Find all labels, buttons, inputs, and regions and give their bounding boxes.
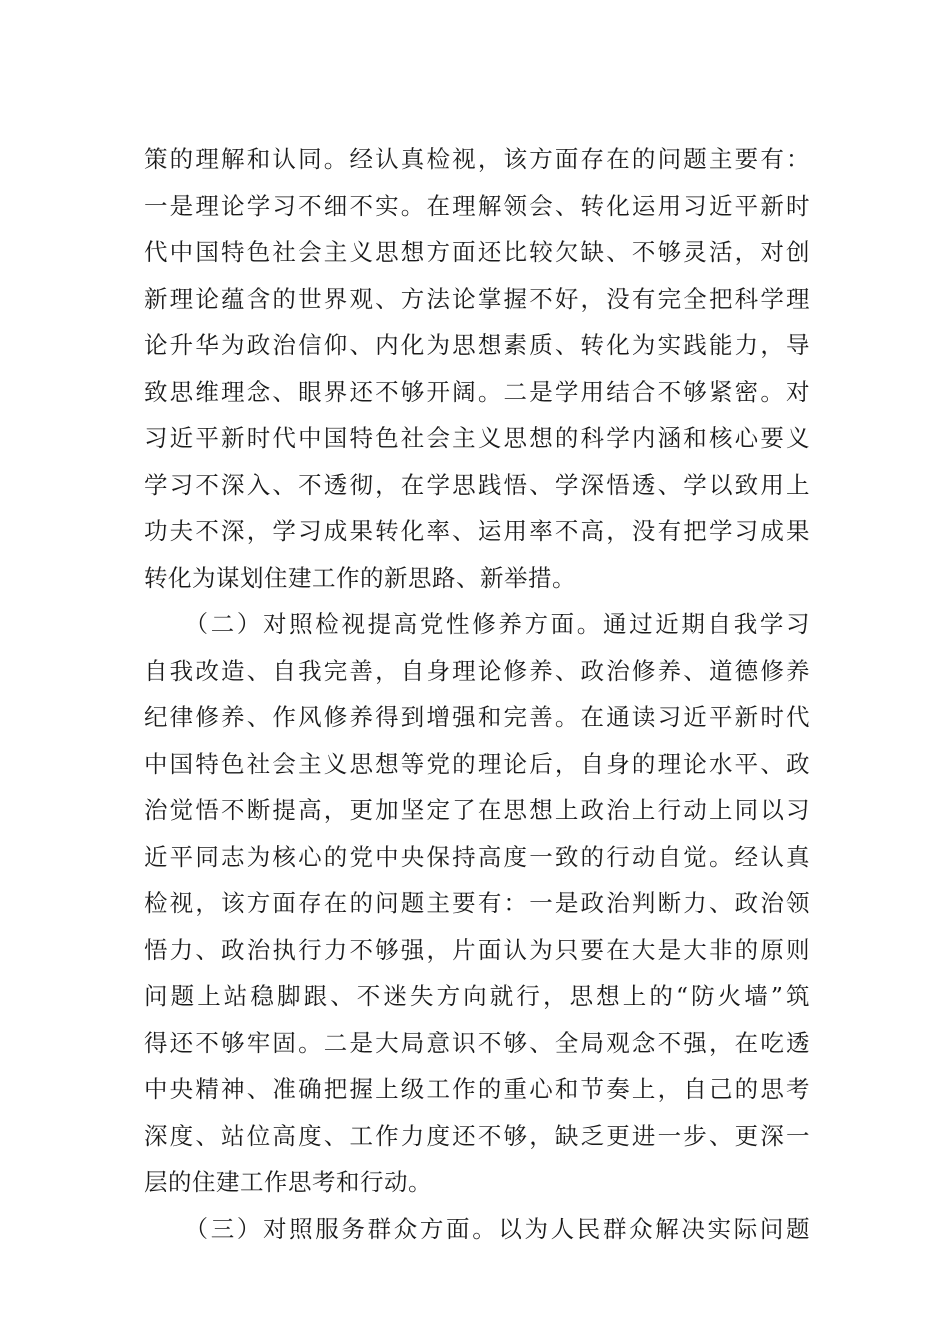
text-line: 纪律修养、作风修养得到增强和完善。在通读习近平新时代: [144, 703, 810, 731]
text-line: 致思维理念、眼界还不够开阔。二是学用结合不够紧密。对: [144, 377, 810, 406]
text-line: （三）对照服务群众方面。以为人民群众解决实际问题: [144, 1214, 810, 1243]
text-line: 深度、站位高度、工作力度还不够，缺乏更进一步、更深一: [144, 1121, 810, 1150]
text-line: 转化为谋划住建工作的新思路、新举措。: [144, 563, 576, 592]
text-line: 治觉悟不断提高，更加坚定了在思想上政治上行动上同以习: [144, 796, 810, 824]
text-line: 学习不深入、不透彻，在学思践悟、学深悟透、学以致用上: [144, 470, 810, 499]
text-line: 习近平新时代中国特色社会主义思想的科学内涵和核心要义: [144, 424, 810, 452]
text-line: 策的理解和认同。经认真检视，该方面存在的问题主要有：: [144, 145, 810, 173]
text-line: 中国特色社会主义思想等党的理论后，自身的理论水平、政: [144, 749, 810, 778]
text-line: 自我改造、自我完善，自身理论修养、政治修养、道德修养: [144, 656, 810, 685]
text-line: 近平同志为核心的党中央保持高度一致的行动自觉。经认真: [144, 842, 810, 871]
text-line: 检视，该方面存在的问题主要有：一是政治判断力、政治领: [144, 889, 810, 917]
text-line: 代中国特色社会主义思想方面还比较欠缺、不够灵活，对创: [144, 238, 810, 266]
text-line: 悟力、政治执行力不够强，片面认为只要在大是大非的原则: [144, 935, 810, 964]
text-line: 问题上站稳脚跟、不迷失方向就行，思想上的“防火墙”筑: [144, 982, 810, 1010]
text-line: 新理论蕴含的世界观、方法论掌握不好，没有完全把科学理: [144, 284, 810, 313]
text-line: 论升华为政治信仰、内化为思想素质、转化为实践能力，导: [144, 331, 810, 359]
text-line: 一是理论学习不细不实。在理解领会、转化运用习近平新时: [144, 191, 810, 220]
text-line: 功夫不深，学习成果转化率、运用率不高，没有把学习成果: [144, 517, 810, 545]
text-line: 层的住建工作思考和行动。: [144, 1168, 432, 1196]
text-line: （二）对照检视提高党性修养方面。通过近期自我学习: [144, 610, 810, 638]
text-line: 得还不够牢固。二是大局意识不够、全局观念不强，在吃透: [144, 1028, 810, 1057]
text-line: 中央精神、准确把握上级工作的重心和节奏上，自己的思考: [144, 1075, 810, 1103]
document-body: [144, 136, 810, 1252]
